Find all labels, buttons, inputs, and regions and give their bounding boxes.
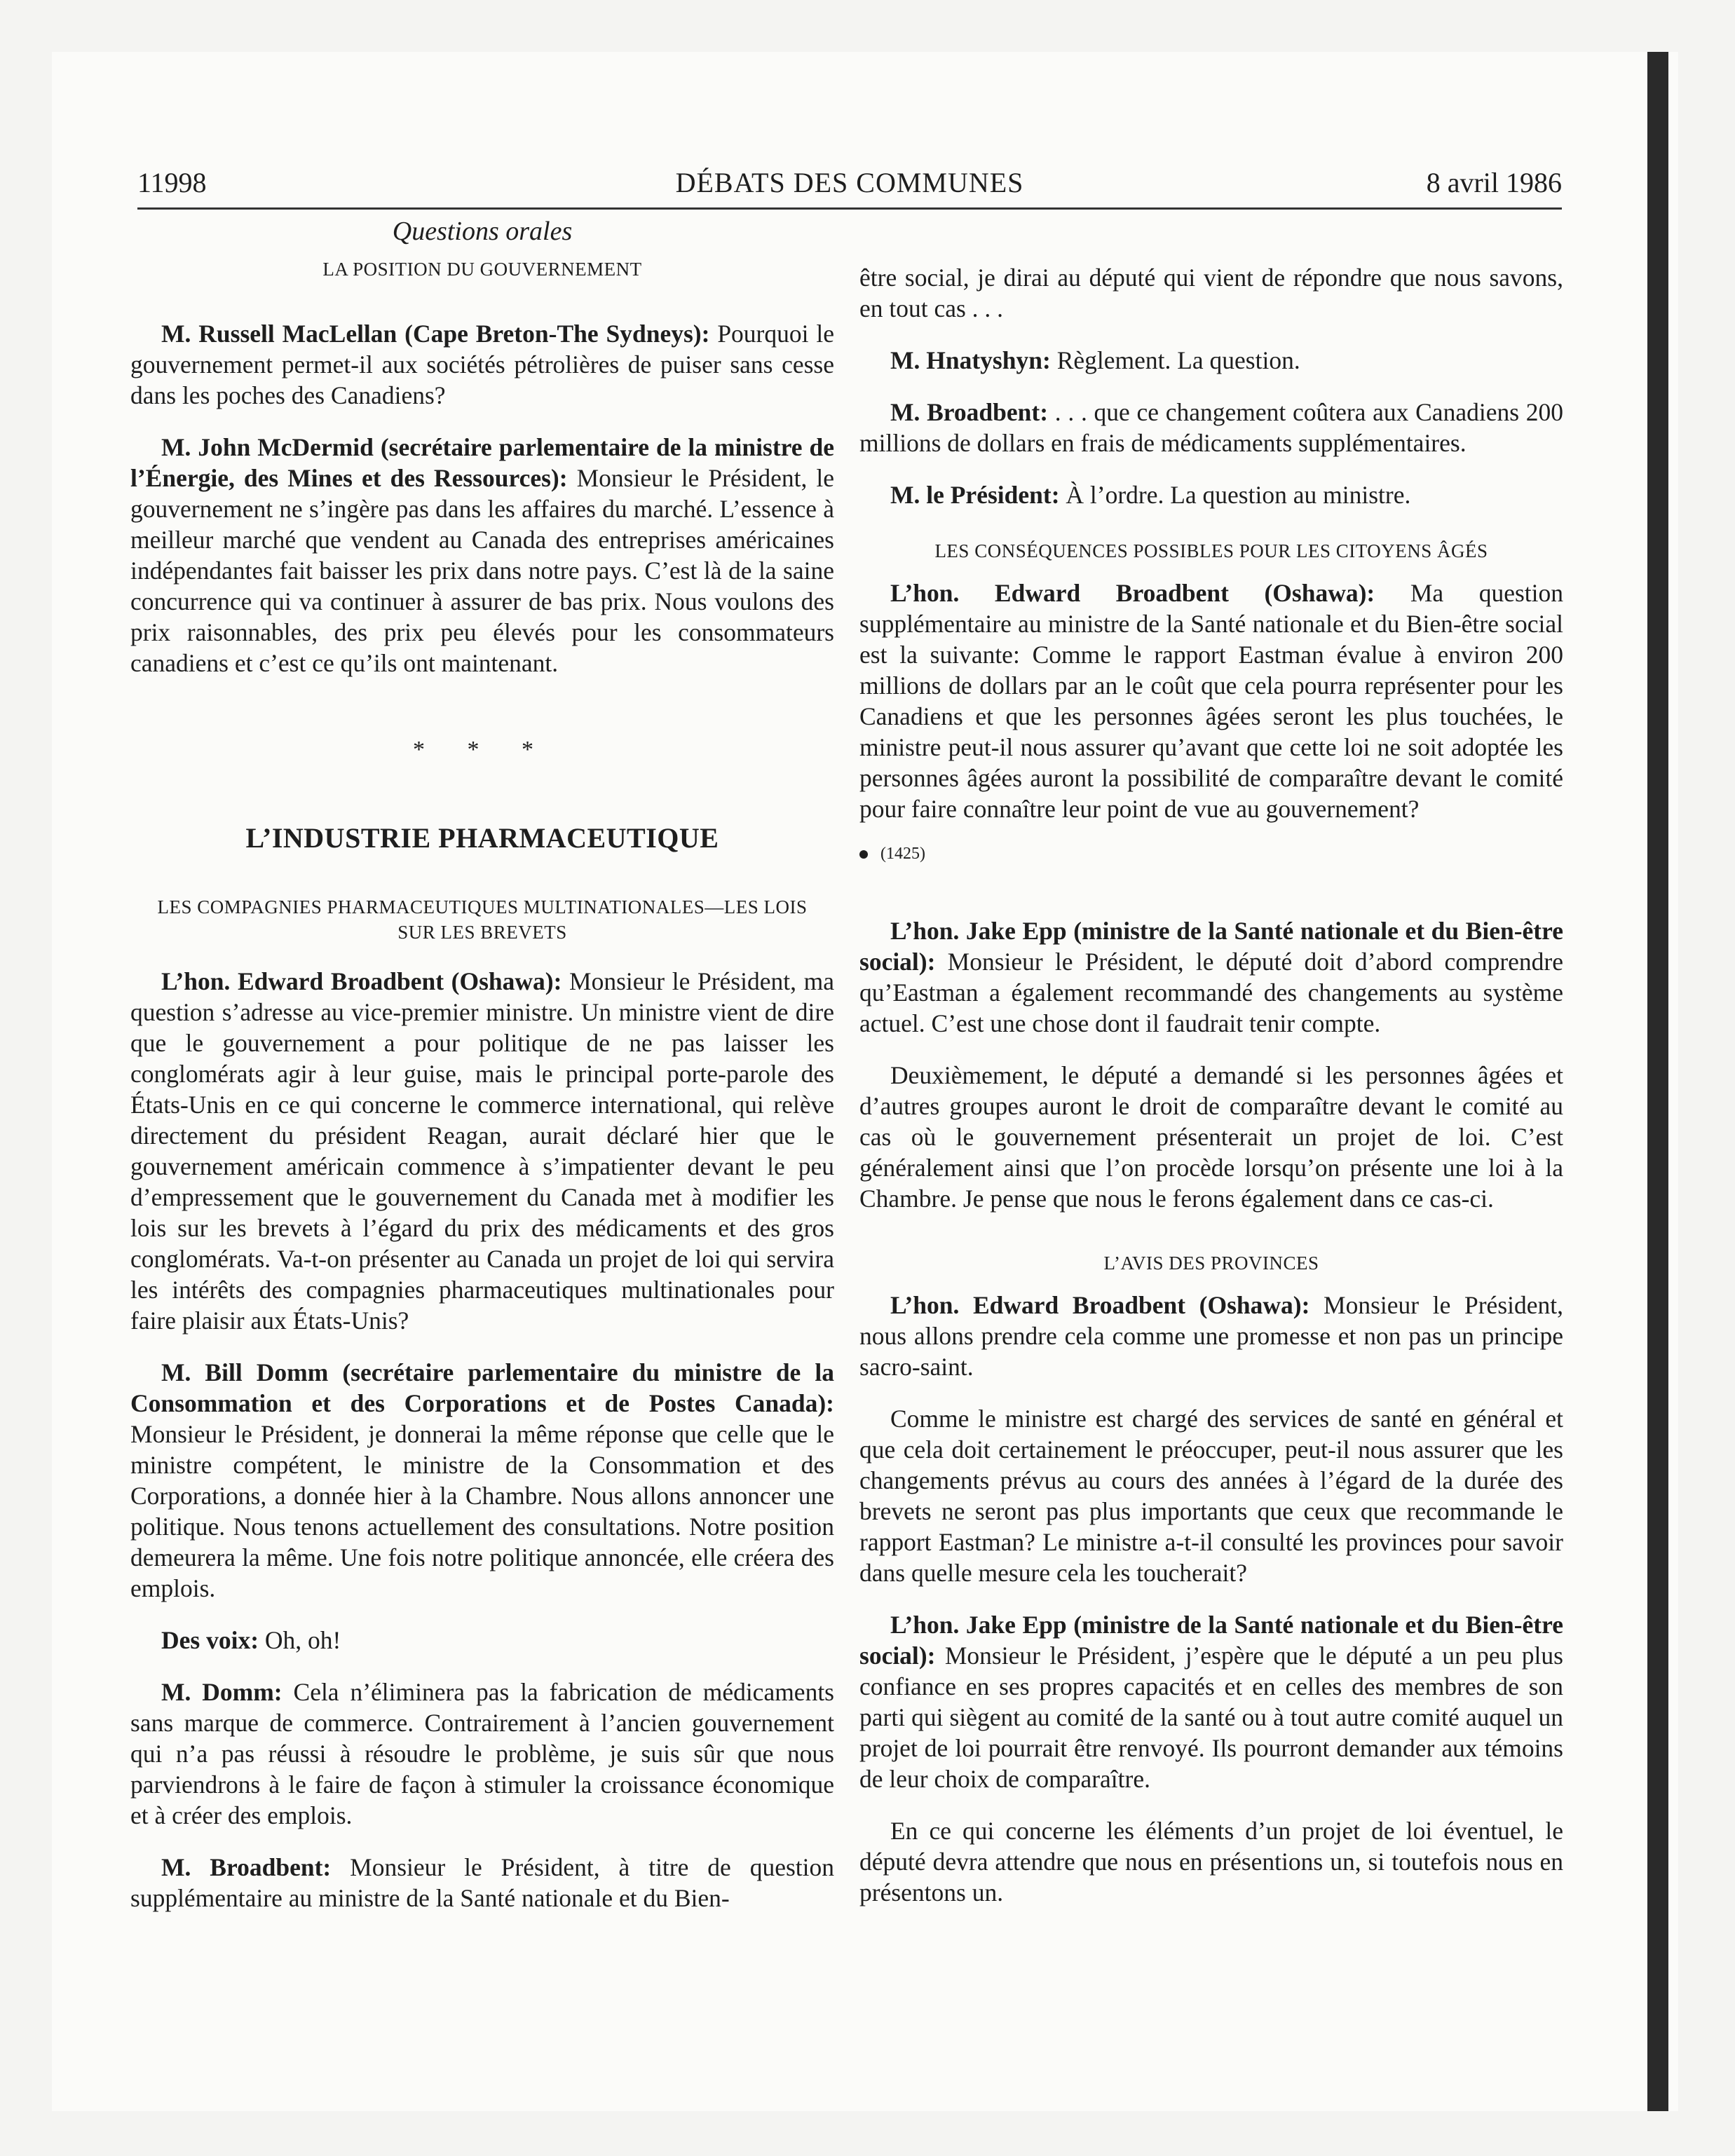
speech-broadbent-2 — [130, 1852, 834, 1913]
speaker-name: M. Domm: — [161, 1678, 283, 1706]
right-column — [859, 262, 1563, 1929]
speech-text: Monsieur le Président, le député doit d’abord comprendre qu’Eastman a également recommandé des changements au système actuel. C’est une chose dont il faudrait tenir compte. — [859, 948, 1563, 1037]
speaker-name: M. Russell MacLellan (Cape Breton-The Sydneys): — [161, 320, 710, 348]
speech-text: Pourquoi le gouvernement permet-il aux sociétés pétrolières de puiser sans cesse dans les poches des Canadiens? — [130, 320, 834, 409]
scan-edge — [1647, 52, 1668, 2111]
speech-text: Monsieur le Président, j’espère que le député a un peu plus confiance en ses propres capacités et en celles des membres de son parti qui siègent au comité de la santé ou à tout autre comité auquel un projet de loi pourrait être renvoyé. Ils pourront demander aux témoins de leur choix de comparaître. — [859, 1642, 1563, 1793]
speech-domm-2 — [130, 1677, 834, 1831]
speaker-name: L’hon. Edward Broadbent (Oshawa): — [161, 967, 562, 995]
speech-text: Monsieur le Président, ma question s’adresse au vice-premier ministre. Un ministre vient de dire que le gouvernement a pour politique de ne pas laisser les conglomérats agir à leur guise, mais le principal porte-parole des États-Unis en ce qui concerne le commerce international, qui relève directement du président Reagan, aurait déclaré hier que le gouvernement américain commence à s’impatienter devant le peu d’empressement que le gouvernement du Canada met à modifier les lois sur les brevets à l’égard du prix des médicaments et des gros conglomérats. Va-t-on présenter au Canada un projet de loi qui servira les intérêts des compagnies pharmaceutiques multinationales pour faire plaisir aux États-Unis? — [130, 967, 834, 1335]
speech-continued — [859, 262, 1563, 324]
speech-text: Deuxièmement, le député a demandé si les personnes âgées et d’autres groupes auront le droit de comparaître devant le comité au cas où le gouvernement présenterait un projet de loi. C’est généralement ainsi que l’on procède lorsqu’on présente une loi à la Chambre. Je pense que nous le ferons également dans ce cas-ci. — [859, 1061, 1563, 1213]
speech-domm-1 — [130, 1357, 834, 1604]
page-date: 8 avril 1986 — [1426, 167, 1562, 198]
speech-epp-1 — [859, 915, 1563, 1039]
speech-text: Ma question supplémentaire au ministre de la Santé nationale et du Bien-être social est la suivante: Comme le rapport Eastman évalue à environ 200 millions de dollars par an le coût que cela pourra représenter pour les Canadiens et que les personnes âgées seront les plus touchées, le ministre peut-il nous assurer qu’avant que cette loi ne soit adoptée les personnes âgées auront la possibilité de comparaître devant le comité pour faire connaître leur point de vue au gouvernement? — [859, 579, 1564, 823]
speech-text: Oh, oh! — [259, 1626, 341, 1654]
speech-text: . . . que ce changement coûtera aux Canadiens 200 millions de dollars en frais de médicaments supplémentaires. — [859, 398, 1563, 457]
speech-text: Comme le ministre est chargé des services de santé en général et que cela doit certainement le préoccuper, peut-il nous assurer que les changements prévus au cours des années à l’égard de la durée des brevets ne seront pas plus importants que ceux que recommande le rapport Eastman? Le ministre a-t-il consulté les provinces pour savoir dans quelle mesure cela les toucherait? — [859, 1405, 1563, 1587]
speaker-name: L’hon. Jake Epp (ministre de la Santé nationale et du Bien-être social): — [859, 917, 1563, 976]
speaker-name: M. Hnatyshyn: — [890, 346, 1051, 374]
speech-epp-1b — [859, 1060, 1563, 1214]
speech-text: Monsieur le Président, nous allons prendre cela comme une promesse et non pas un principe sacro-saint. — [859, 1291, 1563, 1381]
subheading-seniors: LES CONSÉQUENCES POSSIBLES POUR LES CITOYENS ÂGÉS — [934, 540, 1488, 561]
speaker-name: L’hon. Jake Epp (ministre de la Santé nationale et du Bien-être social): — [859, 1611, 1563, 1670]
speech-text: Règlement. La question. — [1050, 346, 1300, 374]
page-number: 11998 — [137, 167, 207, 198]
speaker-name: M. John McDermid (secrétaire parlementaire de la ministre de l’Énergie, des Mines et des Ressources): — [130, 433, 834, 492]
page-header — [137, 165, 1562, 210]
speech-epp-2 — [859, 1609, 1563, 1794]
speaker-name: M. Broadbent: — [890, 398, 1049, 426]
speaker-name: M. le Président: — [890, 481, 1060, 509]
speech-hnatyshyn — [859, 345, 1563, 376]
speech-text: Monsieur le Président, le gouvernement ne s’ingère pas dans les affaires du marché. L’essence à meilleur marché que vendent au Canada des entreprises américaines indépendantes fait baisser les prix dans notre pays. C’est là de la saine concurrence qui va continuer à assurer de bas prix. Nous voulons des prix raisonnables, des prix peu élevés pour les consommateurs canadiens et c’est ce qu’ils ont maintenant. — [130, 464, 834, 677]
speech-broadbent-1 — [130, 966, 834, 1336]
page-title: DÉBATS DES COMMUNES — [675, 167, 1024, 198]
speaker-name: M. Broadbent: — [161, 1853, 332, 1881]
time-marker-text: (1425) — [880, 845, 925, 863]
speech-broadbent-3 — [859, 397, 1563, 458]
speech-president — [859, 479, 1563, 510]
speaker-name: Des voix: — [161, 1626, 259, 1654]
speech-text: Cela n’éliminera pas la fabrication de médicaments sans marque de commerce. Contrairement à l’ancien gouvernement qui n’a pas réussi à résoudre le problème, je suis sûr que nous parviendrons à le faire de façon à stimuler la croissance économique et à créer des emplois. — [130, 1678, 834, 1829]
speech-epp-2b — [859, 1815, 1563, 1908]
section-divider: * * * — [413, 737, 552, 763]
speech-maclellan — [130, 318, 834, 411]
time-marker — [859, 841, 1563, 866]
speech-broadbent-5b — [859, 1403, 1563, 1588]
speech-text: En ce qui concerne les éléments d’un projet de loi éventuel, le député devra attendre que nous en présentions un, si toutefois nous en présentons un. — [859, 1817, 1563, 1906]
speaker-name: M. Bill Domm (secrétaire parlementaire du ministre de la Consommation et des Corporations et de Postes Canada): — [130, 1358, 834, 1417]
left-column — [130, 216, 834, 1935]
subheading-provinces: L’AVIS DES PROVINCES — [1103, 1253, 1319, 1274]
speech-voices — [130, 1625, 834, 1656]
speaker-name: L’hon. Edward Broadbent (Oshawa): — [890, 1291, 1310, 1319]
speech-text: Monsieur le Président, à titre de question supplémentaire au ministre de la Santé nationale et du Bien- — [130, 1853, 834, 1912]
section-title: Questions orales — [392, 217, 573, 246]
subheading-position: LA POSITION DU GOUVERNEMENT — [322, 259, 642, 280]
speech-mcdermid — [130, 432, 834, 678]
speech-broadbent-4 — [859, 578, 1563, 824]
bullet-icon — [859, 850, 868, 859]
speech-text: Monsieur le Président, je donnerai la même réponse que celle que le ministre compétent, le ministre de la Consommation et des Corporations, a donnée hier à la Chambre. Nous allons annoncer une politique. Nous tenons actuellement des consultations. Notre position demeurera la même. Une fois notre politique annoncée, elle créera des emplois. — [130, 1420, 834, 1602]
speech-text: À l’ordre. La question au ministre. — [1059, 481, 1411, 509]
speaker-name: L’hon. Edward Broadbent (Oshawa): — [890, 579, 1375, 607]
section-heading: L’INDUSTRIE PHARMACEUTIQUE — [245, 822, 719, 854]
speech-text: être social, je dirai au député qui vient de répondre que nous savons, en tout cas . . . — [859, 264, 1563, 322]
subheading-patents: LES COMPAGNIES PHARMACEUTIQUES MULTINATIONALES—LES LOIS SUR LES BREVETS — [157, 896, 808, 943]
speech-broadbent-5 — [859, 1290, 1563, 1382]
